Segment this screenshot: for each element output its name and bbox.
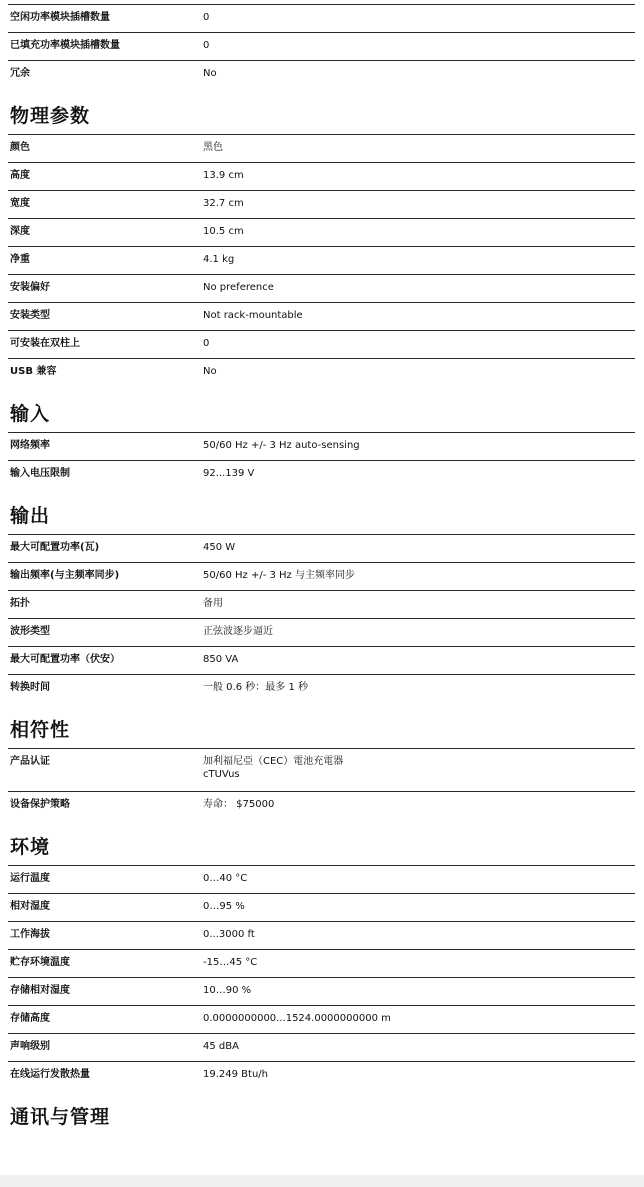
spec-row bbox=[8, 748, 635, 791]
spec-row bbox=[8, 893, 635, 921]
spec-value-line: 0 bbox=[203, 338, 210, 349]
spec-row bbox=[8, 1061, 635, 1089]
spec-row bbox=[8, 460, 635, 488]
spec-value-line: 0…40 °C bbox=[203, 873, 248, 884]
spec-value-line: 32.7 cm bbox=[203, 198, 244, 209]
spec-value-line: 13.9 cm bbox=[203, 170, 244, 181]
spec-section bbox=[8, 4, 635, 88]
spec-label: 宽度 bbox=[10, 198, 30, 209]
spec-value bbox=[203, 894, 635, 921]
spec-row bbox=[8, 134, 635, 162]
spec-row bbox=[8, 60, 635, 88]
section-title: 输出 bbox=[10, 505, 51, 527]
spec-label: 运行温度 bbox=[10, 873, 50, 884]
spec-value-line: 备用 bbox=[203, 598, 223, 609]
spec-value bbox=[203, 5, 635, 32]
spec-value-line: 450 W bbox=[203, 542, 236, 553]
spec-row bbox=[8, 32, 635, 60]
spec-value bbox=[203, 61, 635, 88]
spec-section bbox=[8, 488, 635, 702]
spec-value-line: 10…90 % bbox=[203, 985, 252, 996]
spec-label: 拓扑 bbox=[10, 598, 30, 609]
spec-value bbox=[203, 359, 635, 386]
spec-value bbox=[203, 647, 635, 674]
spec-label: 波形类型 bbox=[10, 626, 50, 637]
spec-label: 深度 bbox=[10, 226, 30, 237]
spec-row bbox=[8, 302, 635, 330]
spec-row bbox=[8, 534, 635, 562]
spec-value-line: 加利福尼亞（CEC）電池充電器 bbox=[203, 756, 344, 767]
spec-row bbox=[8, 162, 635, 190]
spec-value-line: 寿命： $75000 bbox=[203, 799, 275, 810]
spec-section bbox=[8, 1089, 635, 1135]
spec-value bbox=[203, 591, 635, 618]
spec-value-line: 0 bbox=[203, 12, 210, 23]
spec-value bbox=[203, 792, 635, 819]
spec-value bbox=[203, 866, 635, 893]
spec-label: 输入电压限制 bbox=[10, 468, 70, 479]
spec-row bbox=[8, 1005, 635, 1033]
spec-row bbox=[8, 330, 635, 358]
spec-value-line: 一般 0.6 秒：最多 1 秒 bbox=[203, 682, 308, 693]
spec-label: 存储相对湿度 bbox=[10, 985, 70, 996]
spec-value-line: 4.1 kg bbox=[203, 254, 235, 265]
spec-value bbox=[203, 433, 635, 460]
spec-value bbox=[203, 1006, 635, 1033]
spec-section bbox=[8, 702, 635, 819]
spec-value bbox=[203, 535, 635, 562]
spec-label: 声响级别 bbox=[10, 1041, 50, 1052]
spec-label: 安装偏好 bbox=[10, 282, 50, 293]
spec-section bbox=[8, 819, 635, 1089]
spec-label: 最大可配置功率(瓦) bbox=[10, 542, 100, 553]
spec-value bbox=[203, 619, 635, 646]
section-title: 输入 bbox=[10, 403, 51, 425]
spec-label: 贮存环境温度 bbox=[10, 957, 70, 968]
spec-row bbox=[8, 949, 635, 977]
spec-label: 可安装在双柱上 bbox=[10, 338, 80, 349]
spec-value-line: 0...3000 ft bbox=[203, 929, 255, 940]
spec-row bbox=[8, 921, 635, 949]
spec-value-line: 50/60 Hz +/- 3 Hz auto-sensing bbox=[203, 440, 360, 451]
spec-row bbox=[8, 246, 635, 274]
spec-label: 转换时间 bbox=[10, 682, 50, 693]
spec-row bbox=[8, 562, 635, 590]
spec-label: 高度 bbox=[10, 170, 30, 181]
spec-value-line: -15…45 °C bbox=[203, 957, 258, 968]
spec-label: 设备保护策略 bbox=[10, 799, 70, 810]
spec-sections bbox=[8, 4, 635, 1135]
spec-row bbox=[8, 1033, 635, 1061]
spec-row bbox=[8, 190, 635, 218]
spec-value bbox=[203, 135, 635, 162]
spec-label: 输出频率(与主频率同步) bbox=[10, 570, 120, 581]
spec-label: 颜色 bbox=[10, 142, 30, 153]
bottom-scroll-edge bbox=[0, 1175, 644, 1187]
spec-row bbox=[8, 218, 635, 246]
spec-value bbox=[203, 275, 635, 302]
spec-value-line: 10.5 cm bbox=[203, 226, 244, 237]
spec-value bbox=[203, 922, 635, 949]
spec-label: 安装类型 bbox=[10, 310, 50, 321]
spec-value-line: No preference bbox=[203, 282, 274, 293]
spec-value bbox=[203, 675, 635, 702]
spec-value bbox=[203, 1034, 635, 1061]
section-title: 物理参数 bbox=[10, 105, 91, 127]
spec-label: 在线运行发散热量 bbox=[10, 1069, 90, 1080]
spec-row bbox=[8, 432, 635, 460]
spec-row bbox=[8, 274, 635, 302]
spec-row bbox=[8, 646, 635, 674]
spec-label: 空闲功率模块插槽数量 bbox=[10, 12, 110, 23]
spec-label: 已填充功率模块插槽数量 bbox=[10, 40, 120, 51]
spec-row bbox=[8, 674, 635, 702]
spec-row bbox=[8, 618, 635, 646]
spec-label: 产品认证 bbox=[10, 756, 50, 767]
spec-section bbox=[8, 88, 635, 386]
spec-value-line: 黑色 bbox=[203, 142, 223, 153]
spec-value bbox=[203, 461, 635, 488]
spec-value-line: 0…95 % bbox=[203, 901, 245, 912]
section-title: 环境 bbox=[10, 836, 51, 858]
spec-value-line: 50/60 Hz +/- 3 Hz 与主频率同步 bbox=[203, 570, 355, 581]
spec-value bbox=[203, 978, 635, 1005]
spec-value-line: cTUVus bbox=[203, 769, 240, 780]
spec-label: 最大可配置功率（伏安） bbox=[10, 654, 120, 665]
spec-value bbox=[203, 1062, 635, 1089]
spec-value bbox=[203, 219, 635, 246]
section-title: 相符性 bbox=[10, 719, 71, 741]
spec-value bbox=[203, 303, 635, 330]
spec-value bbox=[203, 163, 635, 190]
spec-value bbox=[203, 247, 635, 274]
spec-row bbox=[8, 865, 635, 893]
spec-row bbox=[8, 590, 635, 618]
spec-value-line: No bbox=[203, 366, 217, 377]
spec-value bbox=[203, 749, 635, 791]
spec-value-line: 45 dBA bbox=[203, 1041, 239, 1052]
spec-value bbox=[203, 33, 635, 60]
spec-label: 净重 bbox=[10, 254, 30, 265]
spec-label: 存储高度 bbox=[10, 1013, 50, 1024]
spec-value-line: Not rack-mountable bbox=[203, 310, 303, 321]
spec-value-line: 850 VA bbox=[203, 654, 239, 665]
spec-value-line: 正弦波逐步逼近 bbox=[203, 626, 273, 637]
spec-row bbox=[8, 791, 635, 819]
spec-value bbox=[203, 331, 635, 358]
section-title: 通讯与管理 bbox=[10, 1106, 111, 1128]
spec-label: USB 兼容 bbox=[10, 366, 57, 377]
spec-label: 网络频率 bbox=[10, 440, 50, 451]
spec-label: 冗余 bbox=[10, 68, 30, 79]
spec-value-line: No bbox=[203, 68, 217, 79]
spec-section bbox=[8, 386, 635, 488]
spec-label: 相对湿度 bbox=[10, 901, 50, 912]
spec-row bbox=[8, 977, 635, 1005]
spec-row bbox=[8, 358, 635, 386]
spec-value bbox=[203, 950, 635, 977]
spec-value-line: 0.0000000000...1524.0000000000 m bbox=[203, 1013, 391, 1024]
spec-value-line: 92...139 V bbox=[203, 468, 255, 479]
spec-value bbox=[203, 563, 635, 590]
spec-value bbox=[203, 191, 635, 218]
spec-value-line: 0 bbox=[203, 40, 210, 51]
spec-label: 工作海拔 bbox=[10, 929, 50, 940]
spec-value-line: 19.249 Btu/h bbox=[203, 1069, 268, 1080]
spec-row bbox=[8, 4, 635, 32]
